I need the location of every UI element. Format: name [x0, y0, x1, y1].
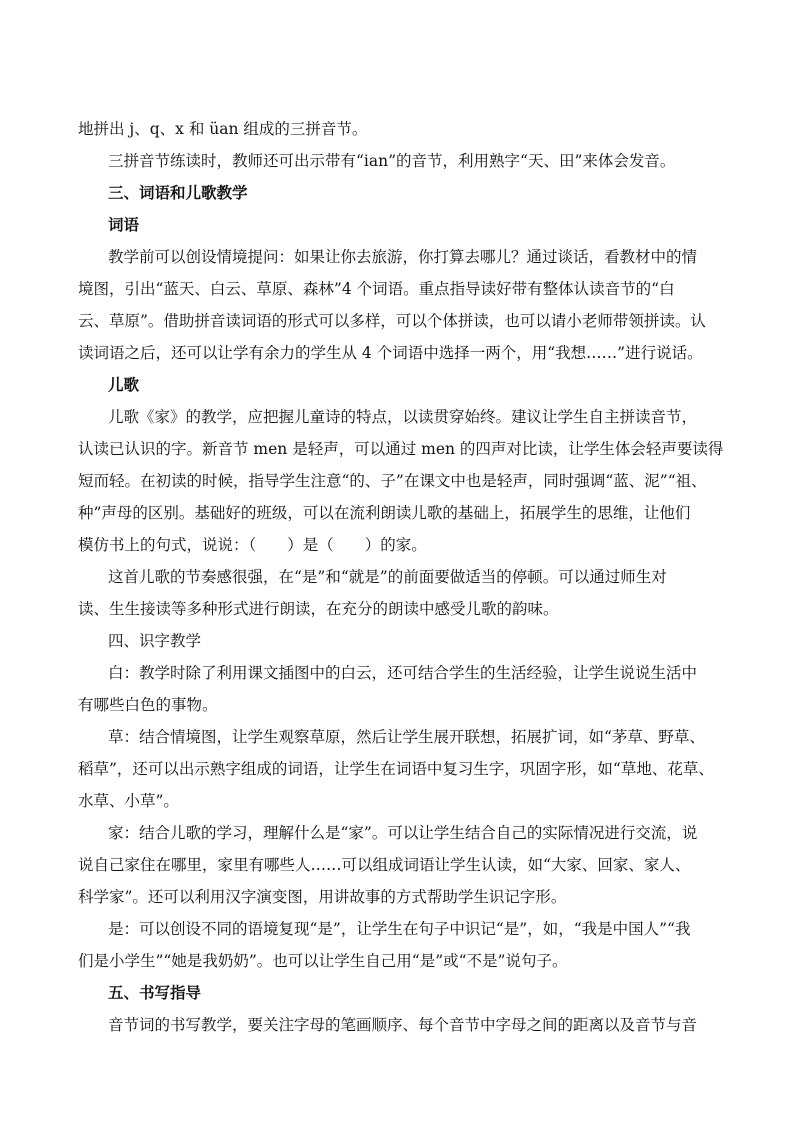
section-heading: 三、词语和儿歌教学: [108, 183, 248, 202]
subsection-heading: 词语: [108, 215, 140, 234]
paragraph-line: 教学前可以创设情境提问：如果让你去旅游，你打算去哪儿？通过谈话，看教材中的情: [108, 248, 698, 266]
paragraph-line: 水草、小草”。: [78, 792, 179, 810]
paragraph-line: 短而轻。在初读的时候，指导学生注意“的、子”在课文中也是轻声，同时强调“蓝、泥”“祖、: [78, 472, 707, 490]
paragraph-line: 地拼出 j、q、x 和 üan 组成的三拼音节。: [78, 120, 368, 138]
paragraph-line: 境图，引出“蓝天、白云、草原、森林”4 个词语。重点指导读好带有整体认读音节的“白: [78, 280, 675, 298]
paragraph-line: 有哪些白色的事物。: [78, 696, 218, 714]
paragraph-line: 云、草原”。借助拼音读词语的形式可以多样，可以个体拼读，也可以请小老师带领拼读。认: [78, 312, 706, 330]
paragraph-line: 儿歌《家》的教学，应把握儿童诗的特点，以读贯穿始终。建议让学生自主拼读音节，: [108, 408, 698, 426]
paragraph-line: 三拼音节练读时，教师还可出示带有“ian”的音节，利用熟字“天、田”来体会发音。: [108, 152, 676, 170]
section-heading: 四、识字教学: [108, 632, 202, 650]
paragraph-line: 种”声母的区别。基础好的班级，可以在流利朗读儿歌的基础上，拓展学生的思维，让他们: [78, 504, 691, 522]
paragraph-line: 读、生生接读等多种形式进行朗读，在充分的朗读中感受儿歌的韵味。: [78, 600, 559, 618]
paragraph-line: 白：教学时除了利用课文插图中的白云，还可结合学生的生活经验，让学生说说生活中: [108, 664, 698, 682]
paragraph-line: 是：可以创设不同的语境复现“是”，让学生在句子中识记“是”，如，“我是中国人”“我: [108, 920, 691, 938]
paragraph-line: 模仿书上的句式，说说：（ ）是（ ）的家。: [78, 536, 427, 554]
paragraph-line: 认读已认识的字。新音节 men 是轻声，可以通过 men 的四声对比读，让学生体会轻声要读得: [78, 440, 724, 458]
paragraph-line: 们是小学生”“她是我奶奶”。也可以让学生自己用“是”或“不是”说句子。: [78, 952, 568, 970]
paragraph-line: 草：结合情境图，让学生观察草原，然后让学生展开联想，拓展扩词，如“茅草、野草、: [108, 728, 705, 746]
section-heading: 五、书写指导: [108, 983, 202, 1002]
paragraph-line: 科学家”。还可以利用汉字演变图，用讲故事的方式帮助学生识记字形。: [78, 888, 567, 906]
paragraph-line: 读词语之后，还可以让学有余力的学生从 4 个词语中选择一两个，用“我想……”进行说话。: [78, 344, 703, 362]
paragraph-line: 这首儿歌的节奏感很强，在“是”和“就是”的前面要做适当的停顿。可以通过师生对: [108, 568, 667, 586]
paragraph-line: 音节词的书写教学，要关注字母的笔画顺序、每个音节中字母之间的距离以及音节与音: [108, 1016, 698, 1034]
subsection-heading: 儿歌: [108, 375, 140, 394]
paragraph-line: 家：结合儿歌的学习，理解什么是“家”。可以让学生结合自己的实际情况进行交流，说: [108, 824, 698, 842]
paragraph-line: 稻草”，还可以出示熟字组成的词语，让学生在词语中复习生字，巩固字形，如“草地、花草、: [78, 760, 714, 778]
paragraph-line: 说自己家住在哪里，家里有哪些人……可以组成词语让学生认读，如“大家、回家、家人、: [78, 856, 691, 874]
